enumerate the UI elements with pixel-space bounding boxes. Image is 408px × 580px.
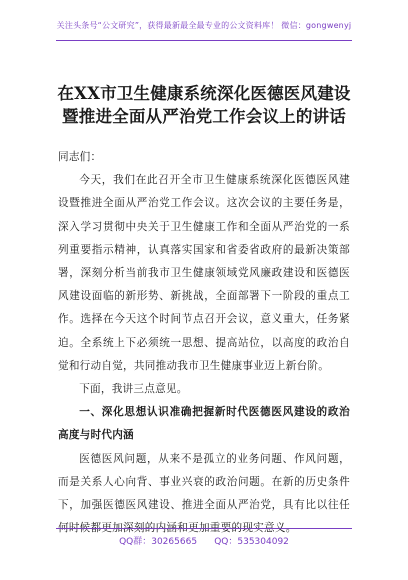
document-body bbox=[58, 146, 350, 540]
footer-divider bbox=[56, 528, 352, 529]
footer-contact: QQ群：30265665 QQ：535304092 bbox=[119, 537, 289, 547]
paragraph-transition: 下面，我讲三点意见。 bbox=[79, 383, 188, 396]
document-title bbox=[48, 82, 360, 128]
header-divider bbox=[56, 40, 352, 41]
title-line-2: 暨推进全面从严治党工作会议上的讲话 bbox=[62, 107, 346, 126]
header-note: 关注头条号“公文研究”，获得最新最全最专业的公文资料库！ 微信：gongwenyj bbox=[56, 21, 352, 30]
paragraph-opening: 今天，我们在此召开全市卫生健康系统深化医德医风建设暨推进全面从严治党工作会议。这次会议的主要任务是，深入学习贯彻中央关于卫生健康工作和全面从严治党的一系列重要指示精神，认真落实国家和省委省政府的最新决策部署，深刻分析当前我市卫生健康领域党风廉政建设和医德医风建设面临的新形势、新挑战，全面部署下一阶段的重点工作。选择在今天这个时间节点召开会议，意义重大，任务紧迫。全系统上下必须统一思想、提高站位，以高度的政治自觉和行动自觉，共同推动我市卫生健康事业迈上新台阶。 bbox=[58, 174, 350, 372]
title-line-1: 在XX市卫生健康系统深化医德医风建设 bbox=[57, 84, 351, 103]
section-heading-1: 一、深化思想认识准确把握新时代医德医风建设的政治高度与时代内涵 bbox=[58, 406, 350, 442]
salutation: 同志们： bbox=[58, 151, 102, 163]
paragraph-section-1: 医德医风问题，从来不是孤立的业务问题、作风问题，而是关系人心向背、事业兴衰的政治问题。在新的历史条件下，加强医德医风建设、推进全面从严治党，具有比以往任何时候都更加深刻的内涵和更加重要的现实意义。 bbox=[58, 452, 350, 535]
